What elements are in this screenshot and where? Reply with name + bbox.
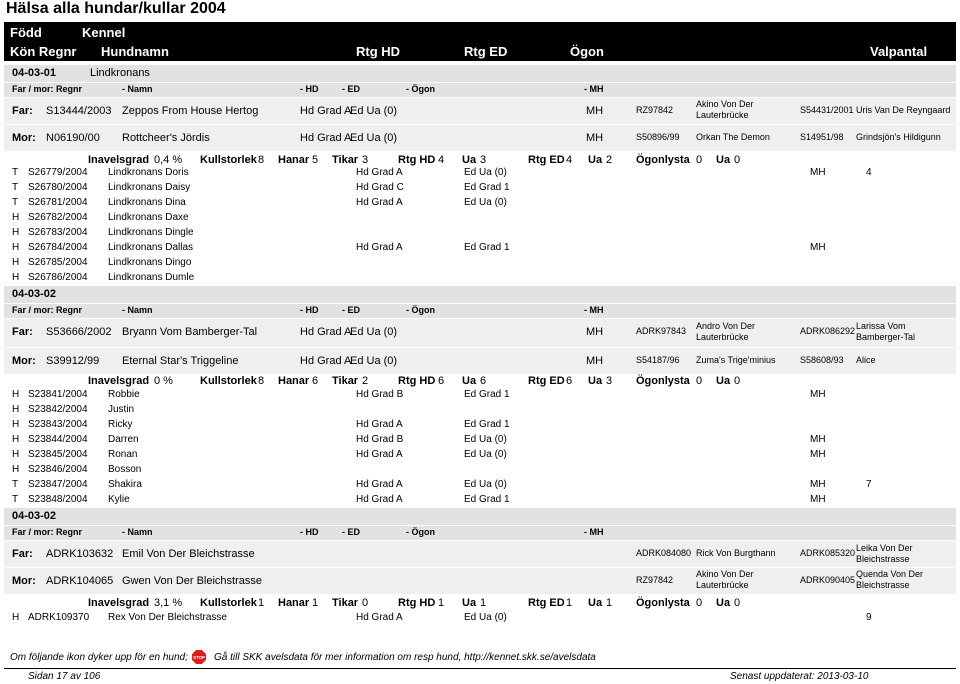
litter-stats [4, 597, 956, 611]
pup-regnr: S23846/2004 [28, 464, 88, 475]
mother-sire-name: Akino Von Der Lauterbrücke [696, 569, 754, 590]
header-ogon: Ögon [570, 44, 604, 59]
stop-sign-icon [192, 650, 206, 664]
mother-dam-name: Grindsjön's Hildigunn [856, 132, 941, 142]
litter-stats [4, 375, 956, 389]
father-sire-name: Akino Von Der Lauterbrücke [696, 99, 754, 120]
pup-sex: H [12, 257, 20, 268]
mother-dam-name: Alice [856, 355, 876, 365]
stat-ua-ogon: 0 [734, 154, 741, 166]
label-ua: Ua [588, 375, 603, 387]
label-far: Far: [12, 326, 33, 338]
pup-row [4, 227, 956, 241]
pup-ed: Ed Grad 1 [464, 242, 510, 253]
father-mh: MH [586, 326, 604, 338]
pup-ed: Ed Ua (0) [464, 479, 507, 490]
pup-regnr: S23844/2004 [28, 434, 88, 445]
label-namn: - Namn [122, 305, 153, 315]
label-namn: - Namn [122, 84, 153, 94]
pup-sex: H [12, 464, 20, 475]
label-ua: Ua [462, 597, 477, 609]
pup-regnr: S26784/2004 [28, 242, 88, 253]
stat-ua-hd: 3 [480, 154, 487, 166]
pup-hd: Hd Grad A [356, 612, 403, 623]
label-rtg-hd: Rtg HD [398, 375, 436, 387]
mother-regnr: S39912/99 [46, 355, 100, 367]
pup-ed: Ed Ua (0) [464, 197, 507, 208]
mother-row [4, 348, 956, 374]
father-dam-regnr: S54431/2001 [800, 105, 854, 115]
mother-sire-regnr: RZ97842 [636, 575, 674, 585]
father-sire-regnr: RZ97842 [636, 105, 674, 115]
pup-regnr: S23847/2004 [28, 479, 88, 490]
pup-name: Lindkronans Dumle [108, 272, 195, 283]
mother-dam-name: Quenda Von Der Bleichstrasse [856, 569, 924, 590]
pup-mh: MH [810, 449, 826, 460]
pup-sex: H [12, 449, 20, 460]
father-sire-regnr: ADRK084080 [636, 548, 692, 558]
stat-ogonlysta: 0 [696, 375, 703, 387]
mother-row [4, 568, 956, 594]
pup-sex: T [12, 494, 19, 505]
litter-kennel: Lindkronans [90, 67, 150, 79]
stat-kullstorlek: 8 [258, 154, 265, 166]
pup-regnr: S26786/2004 [28, 272, 88, 283]
father-sire-name: Andro Von Der Lauterbrücke [696, 321, 756, 342]
stop-icon-text: STOP [193, 655, 205, 660]
label-kullstorlek: Kullstorlek [200, 375, 257, 387]
pup-row [4, 612, 956, 626]
pup-name: Lindkronans Dingle [108, 227, 194, 238]
pup-name: Justin [108, 404, 135, 415]
stat-ogonlysta: 0 [696, 154, 703, 166]
header-rtg-ed: Rtg ED [464, 44, 508, 59]
litter-date: 04-03-02 [12, 288, 57, 300]
stat-kullstorlek: 1 [258, 597, 265, 609]
label-ua: Ua [588, 154, 603, 166]
stat-hanar: 6 [312, 375, 319, 387]
father-name: Zeppos From House Hertog [122, 105, 259, 117]
stat-tikar: 0 [362, 597, 369, 609]
pup-row [4, 212, 956, 226]
pup-hd: Hd Grad B [356, 434, 404, 445]
father-mh: MH [586, 105, 604, 117]
litter-header [4, 508, 956, 525]
mother-regnr: N06190/00 [46, 132, 100, 144]
label-far-mor-regnr: Far / mor: Regnr [12, 527, 83, 537]
label-tikar: Tikar [332, 597, 359, 609]
stat-ogonlysta: 0 [696, 597, 703, 609]
mother-sire-name: Orkan The Demon [696, 132, 770, 142]
pup-name: Lindkronans Daxe [108, 212, 189, 223]
father-dam-name: Larissa Vom Bamberger-Tal [856, 321, 916, 342]
label-mor: Mor: [12, 575, 36, 587]
header-rtg-hd: Rtg HD [356, 44, 401, 59]
pup-name: Ricky [108, 419, 133, 430]
pup-regnr: S23842/2004 [28, 404, 88, 415]
label-ua: Ua [462, 375, 477, 387]
pup-hd: Hd Grad C [356, 182, 404, 193]
stat-hanar: 5 [312, 154, 319, 166]
label-namn: - Namn [122, 527, 153, 537]
pup-ed: Ed Grad 1 [464, 494, 510, 505]
pup-sex: H [12, 212, 20, 223]
label-mor: Mor: [12, 355, 36, 367]
pup-sex: H [12, 242, 20, 253]
mother-hd: Hd Grad A [300, 355, 352, 367]
pup-hd: Hd Grad B [356, 389, 404, 400]
footer-note: Om följande ikon dyker upp för en hund; [10, 652, 188, 663]
pup-sex: H [12, 272, 20, 283]
pup-sex: H [12, 227, 20, 238]
pup-name: Lindkronans Daisy [108, 182, 191, 193]
pup-row [4, 242, 956, 256]
label-ogonlysta: Ögonlysta [636, 597, 690, 609]
pup-hd: Hd Grad A [356, 479, 403, 490]
label-kullstorlek: Kullstorlek [200, 597, 257, 609]
stat-rtg-ed: 4 [566, 154, 573, 166]
pup-sex: H [12, 419, 20, 430]
stat-rtg-hd: 6 [438, 375, 445, 387]
father-regnr: ADRK103632 [46, 548, 114, 560]
father-name: Bryann Vom Bamberger-Tal [122, 326, 258, 338]
label-ogonlysta: Ögonlysta [636, 154, 690, 166]
stat-inavelsgrad: 0,4 % [154, 154, 183, 166]
pup-mh: MH [810, 389, 826, 400]
label-rtg-ed: Rtg ED [528, 375, 565, 387]
pup-regnr: S26781/2004 [28, 197, 88, 208]
pup-regnr: ADRK109370 [28, 612, 90, 623]
label-hd: - HD [300, 305, 319, 315]
pup-mh: MH [810, 479, 826, 490]
pup-name: Rex Von Der Bleichstrasse [108, 612, 227, 623]
label-rtg-ed: Rtg ED [528, 154, 565, 166]
pup-regnr: S26780/2004 [28, 182, 88, 193]
pup-ed: Ed Grad 1 [464, 389, 510, 400]
label-ogon: - Ögon [406, 527, 435, 537]
father-row [4, 319, 956, 347]
pup-ed: Ed Ua (0) [464, 449, 507, 460]
pup-hd: Hd Grad A [356, 197, 403, 208]
label-inavelsgrad: Inavelsgrad [88, 154, 150, 166]
pup-row [4, 404, 956, 418]
pup-ed: Ed Grad 1 [464, 419, 510, 430]
mother-ed: Ed Ua (0) [350, 355, 398, 367]
label-inavelsgrad: Inavelsgrad [88, 375, 150, 387]
mother-dam-regnr: S14951/98 [800, 132, 844, 142]
pup-sex: H [12, 404, 20, 415]
pup-row [4, 272, 956, 286]
pup-ed: Ed Ua (0) [464, 612, 507, 623]
label-rtg-hd: Rtg HD [398, 597, 436, 609]
pup-regnr: S23848/2004 [28, 494, 88, 505]
pup-valpantal: 4 [866, 167, 872, 178]
mother-name: Gwen Von Der Bleichstrasse [122, 575, 263, 587]
pup-mh: MH [810, 167, 826, 178]
pup-row [4, 389, 956, 403]
pup-hd: Hd Grad A [356, 494, 403, 505]
pup-row [4, 419, 956, 433]
pup-row [4, 167, 956, 181]
mother-sire-regnr: S54187/96 [636, 355, 680, 365]
mother-regnr: ADRK104065 [46, 575, 114, 587]
label-far-mor-regnr: Far / mor: Regnr [12, 84, 83, 94]
pup-name: Darren [108, 434, 139, 445]
mother-dam-regnr: S58608/93 [800, 355, 844, 365]
stat-ua-hd: 6 [480, 375, 487, 387]
father-ed: Ed Ua (0) [350, 105, 398, 117]
mother-mh: MH [586, 355, 604, 367]
label-far: Far: [12, 105, 33, 117]
label-ua: Ua [588, 597, 603, 609]
mother-sire-name: Zuma's Trige'minius [696, 355, 776, 365]
litter-date: 04-03-02 [12, 510, 57, 522]
parent-subheader [4, 304, 956, 318]
pup-hd: Hd Grad A [356, 419, 403, 430]
pup-sex: H [12, 434, 20, 445]
father-regnr: S13444/2003 [46, 105, 112, 117]
label-tikar: Tikar [332, 375, 359, 387]
last-updated: Senast uppdaterat: 2013-03-10 [730, 671, 869, 682]
header-valpantal: Valpantal [870, 44, 928, 59]
litter-header [4, 286, 956, 303]
label-hanar: Hanar [278, 375, 310, 387]
pup-sex: T [12, 197, 19, 208]
pup-sex: H [12, 612, 20, 623]
stat-inavelsgrad: 0 % [154, 375, 173, 387]
pup-valpantal: 9 [866, 612, 872, 623]
stat-tikar: 3 [362, 154, 369, 166]
mother-row [4, 125, 956, 151]
label-mor: Mor: [12, 132, 36, 144]
stat-ua-ed: 1 [606, 597, 613, 609]
stat-rtg-ed: 6 [566, 375, 573, 387]
pup-regnr: S23841/2004 [28, 389, 88, 400]
label-ua: Ua [716, 597, 731, 609]
label-ogon: - Ögon [406, 305, 435, 315]
pup-name: Lindkronans Dina [108, 197, 186, 208]
pup-row [4, 257, 956, 271]
pup-sex: T [12, 182, 19, 193]
mother-sire-regnr: S50896/99 [636, 132, 680, 142]
pup-regnr: S26779/2004 [28, 167, 88, 178]
father-dam-name: Uris Van De Reyngaard [856, 105, 951, 115]
father-regnr: S53666/2002 [46, 326, 112, 338]
pup-name: Ronan [108, 449, 138, 460]
label-mh: - MH [584, 305, 604, 315]
label-rtg-hd: Rtg HD [398, 154, 436, 166]
pup-valpantal: 7 [866, 479, 872, 490]
father-sire-regnr: ADRK97843 [636, 326, 687, 336]
mother-ed: Ed Ua (0) [350, 132, 398, 144]
pup-name: Shakira [108, 479, 142, 490]
pup-mh: MH [810, 494, 826, 505]
pup-hd: Hd Grad A [356, 449, 403, 460]
label-mh: - MH [584, 84, 604, 94]
label-inavelsgrad: Inavelsgrad [88, 597, 150, 609]
pup-name: Kylie [108, 494, 130, 505]
stat-ua-ed: 2 [606, 154, 613, 166]
pup-row [4, 464, 956, 478]
pup-ed: Ed Ua (0) [464, 167, 507, 178]
stat-rtg-hd: 4 [438, 154, 445, 166]
father-row [4, 541, 956, 567]
stat-kullstorlek: 8 [258, 375, 265, 387]
litter-header [4, 65, 956, 82]
pup-name: Lindkronans Dingo [108, 257, 192, 268]
pup-row [4, 479, 956, 493]
pup-mh: MH [810, 242, 826, 253]
parent-subheader [4, 526, 956, 540]
pup-hd: Hd Grad A [356, 242, 403, 253]
mother-mh: MH [586, 132, 604, 144]
page-title: Hälsa alla hundar/kullar 2004 [6, 0, 226, 17]
avelsdata-link-text: Gå till SKK avelsdata för mer information om resp hund, http://kennet.skk.se/avelsdata [214, 652, 596, 663]
litter-date: 04-03-01 [12, 67, 57, 79]
footer-divider [4, 668, 956, 669]
pup-mh: MH [810, 434, 826, 445]
stat-ua-ogon: 0 [734, 375, 741, 387]
mother-name: Rottcheer's Jördis [122, 132, 210, 144]
label-ed: - ED [342, 84, 360, 94]
pup-row [4, 434, 956, 448]
label-hanar: Hanar [278, 597, 310, 609]
label-ua: Ua [716, 375, 731, 387]
pup-row [4, 449, 956, 463]
stat-rtg-hd: 1 [438, 597, 445, 609]
header-hundnamn: Hundnamn [101, 44, 169, 59]
stat-rtg-ed: 1 [566, 597, 573, 609]
father-row [4, 98, 956, 124]
label-tikar: Tikar [332, 154, 359, 166]
pup-ed: Ed Ua (0) [464, 434, 507, 445]
stat-ua-ed: 3 [606, 375, 613, 387]
pup-regnr: S23845/2004 [28, 449, 88, 460]
pup-row [4, 197, 956, 211]
mother-hd: Hd Grad A [300, 132, 352, 144]
label-kullstorlek: Kullstorlek [200, 154, 257, 166]
pup-sex: T [12, 167, 19, 178]
stat-ua-ogon: 0 [734, 597, 741, 609]
label-far-mor-regnr: Far / mor: Regnr [12, 305, 83, 315]
label-hd: - HD [300, 84, 319, 94]
label-ogon: - Ögon [406, 84, 435, 94]
pup-hd: Hd Grad A [356, 167, 403, 178]
label-hd: - HD [300, 527, 319, 537]
header-kennel: Kennel [82, 25, 126, 40]
label-hanar: Hanar [278, 154, 310, 166]
label-mh: - MH [584, 527, 604, 537]
page-number: Sidan 17 av 106 [28, 671, 101, 682]
pup-regnr: S23843/2004 [28, 419, 88, 430]
stat-tikar: 2 [362, 375, 369, 387]
label-ua: Ua [462, 154, 477, 166]
pup-sex: H [12, 389, 20, 400]
pup-name: Lindkronans Doris [108, 167, 189, 178]
label-ed: - ED [342, 527, 360, 537]
stat-ua-hd: 1 [480, 597, 487, 609]
label-far: Far: [12, 548, 33, 560]
stat-hanar: 1 [312, 597, 319, 609]
pup-name: Lindkronans Dallas [108, 242, 194, 253]
pup-row [4, 182, 956, 196]
header-kon-regnr: Kön Regnr [10, 44, 77, 59]
father-name: Emil Von Der Bleichstrasse [122, 548, 255, 560]
pup-name: Robbie [108, 389, 140, 400]
pup-name: Bosson [108, 464, 142, 475]
father-dam-name: Leika Von Der Bleichstrasse [856, 543, 913, 564]
label-ed: - ED [342, 305, 360, 315]
father-dam-regnr: ADRK086292 [800, 326, 856, 336]
father-hd: Hd Grad A [300, 326, 352, 338]
label-ua: Ua [716, 154, 731, 166]
mother-dam-regnr: ADRK090405 [800, 575, 856, 585]
father-hd: Hd Grad A [300, 105, 352, 117]
pup-regnr: S26782/2004 [28, 212, 88, 223]
pup-row [4, 494, 956, 508]
father-dam-regnr: ADRK085320 [800, 548, 856, 558]
stat-inavelsgrad: 3,1 % [154, 597, 183, 609]
father-sire-name: Rick Von Burgthann [696, 548, 776, 558]
header-fodd: Född [10, 25, 42, 40]
pup-ed: Ed Grad 1 [464, 182, 510, 193]
father-ed: Ed Ua (0) [350, 326, 398, 338]
pup-regnr: S26783/2004 [28, 227, 88, 238]
label-ogonlysta: Ögonlysta [636, 375, 690, 387]
mother-name: Eternal Star's Triggeline [122, 355, 239, 367]
label-rtg-ed: Rtg ED [528, 597, 565, 609]
pup-regnr: S26785/2004 [28, 257, 88, 268]
pup-sex: T [12, 479, 19, 490]
parent-subheader [4, 83, 956, 97]
litter-stats [4, 154, 956, 168]
column-header-band [4, 22, 956, 61]
